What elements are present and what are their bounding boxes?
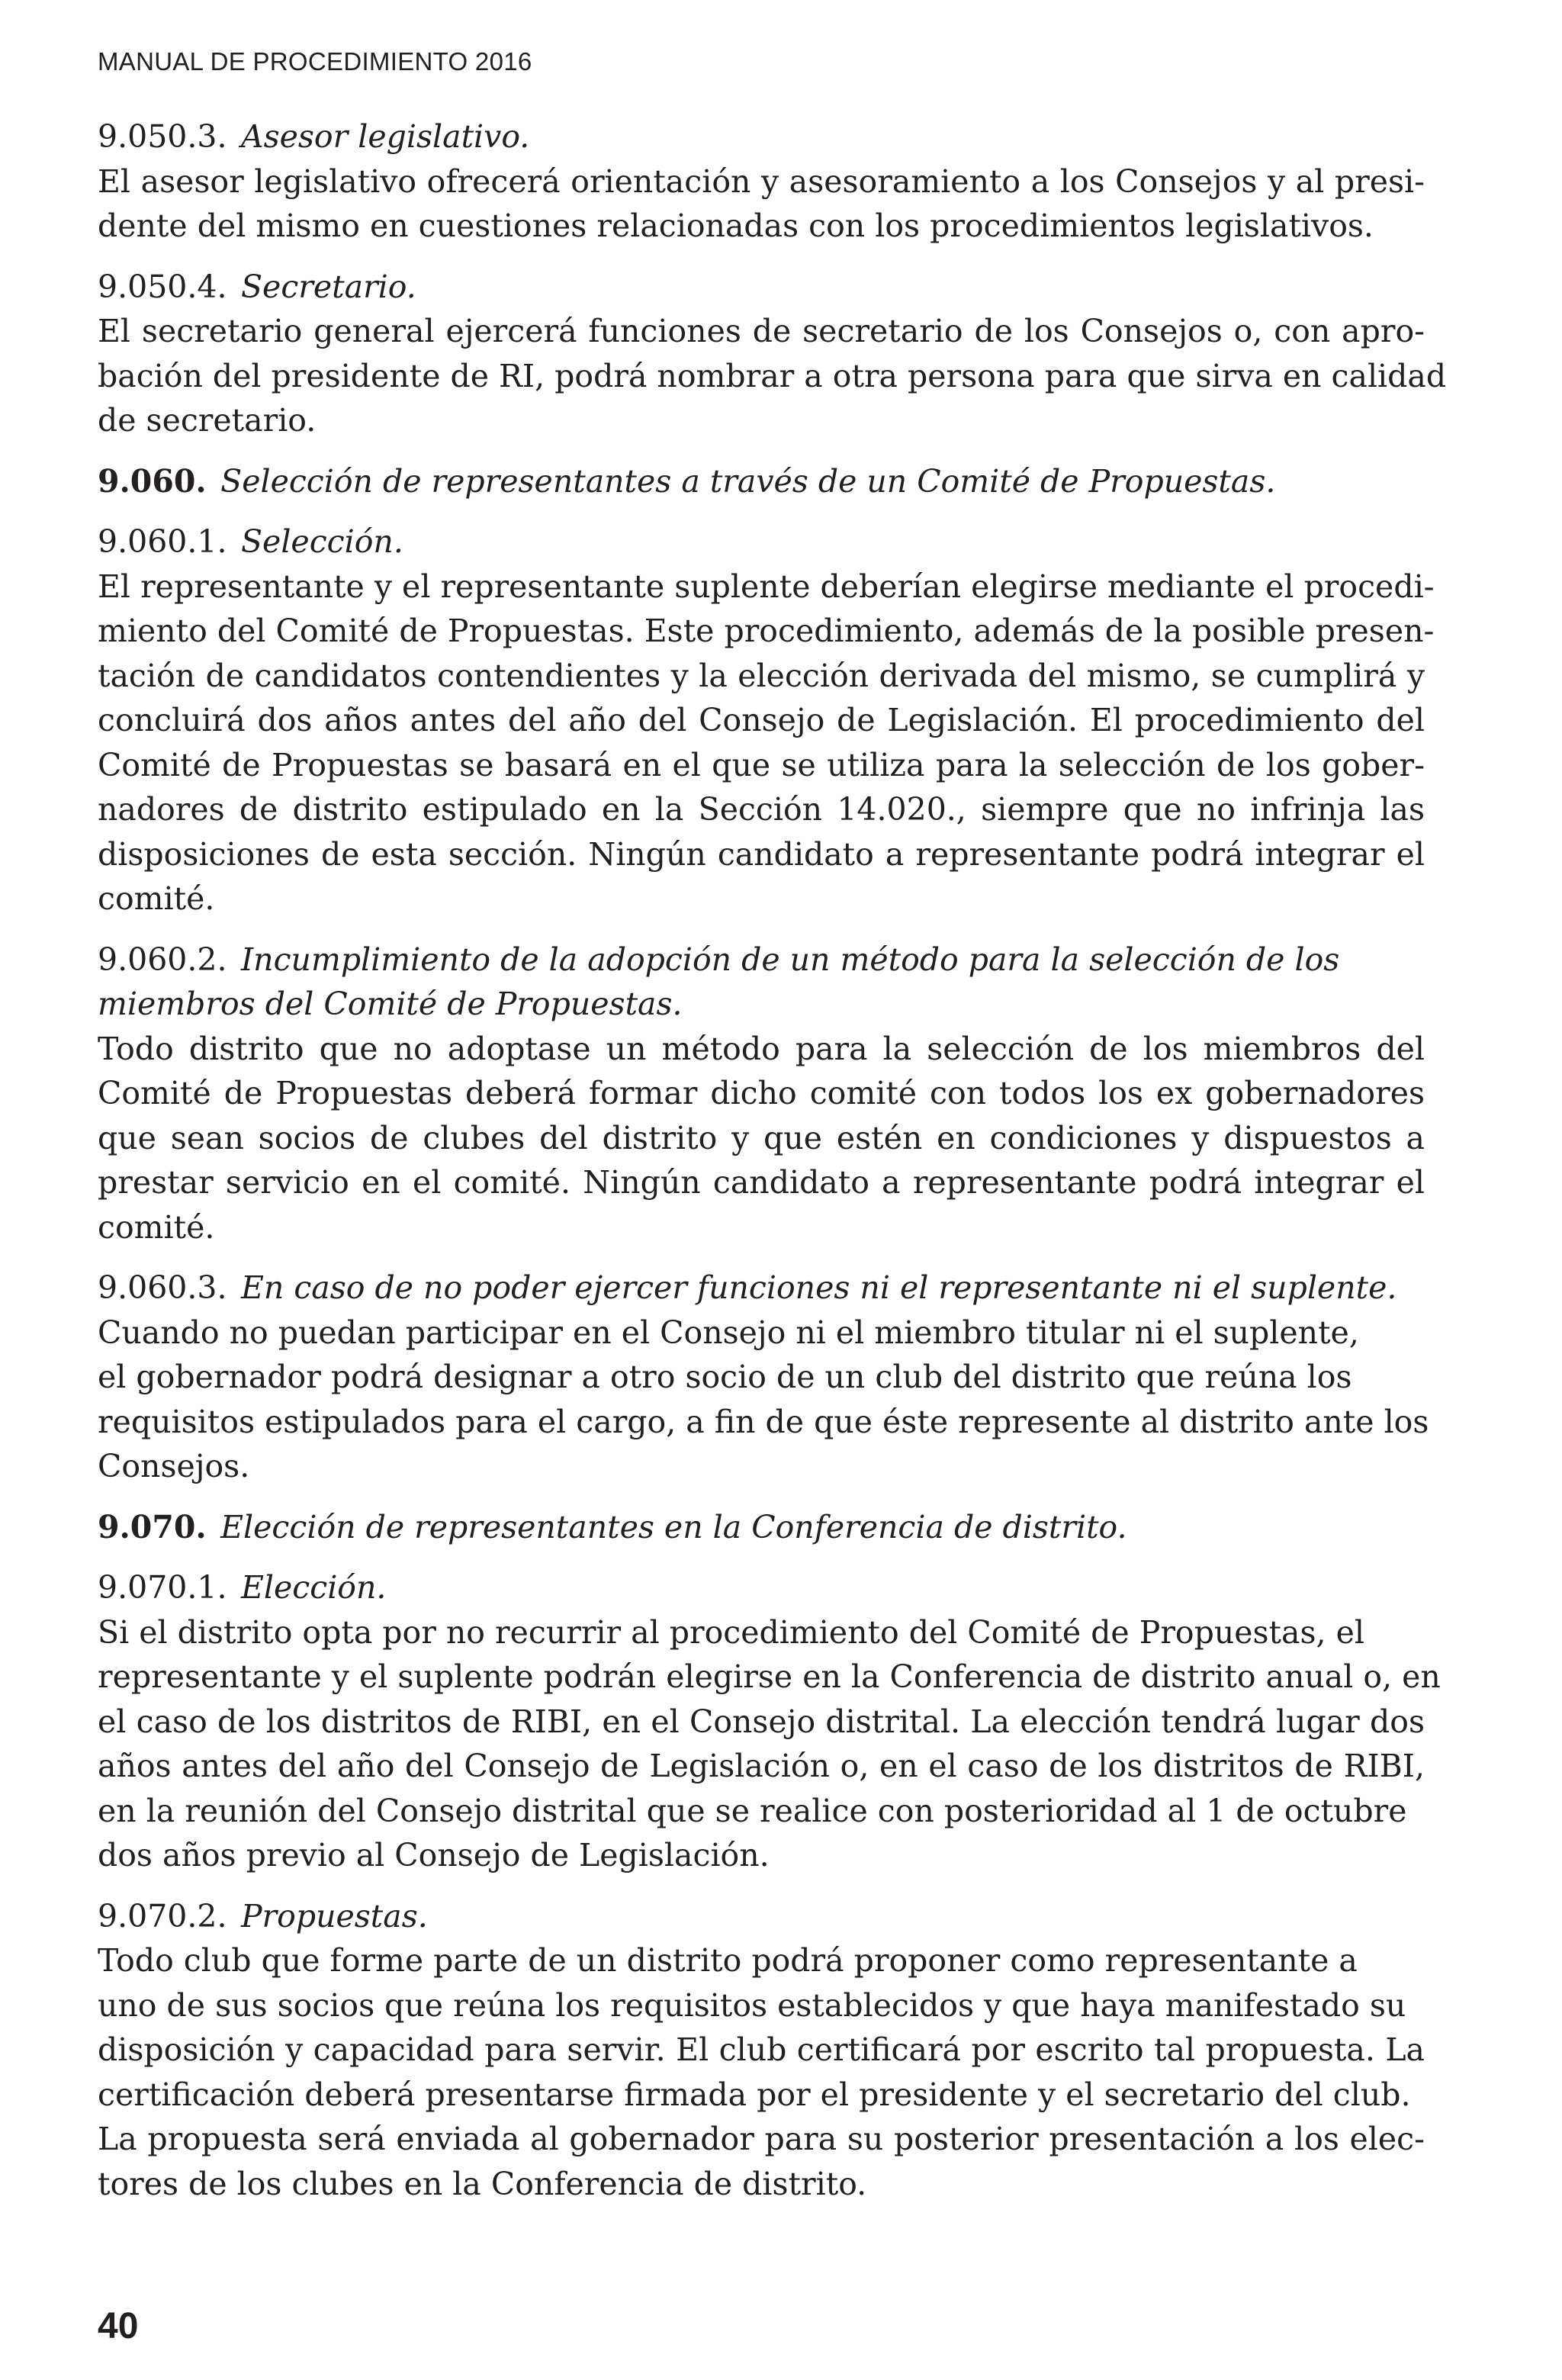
subsection-number: 9.070.2. (98, 1897, 227, 1935)
body-line: en la reunión del Consejo distrital que se realice con posterioridad al 1 de octubre (98, 1792, 1407, 1829)
subsection-9-050-4 (98, 265, 1447, 443)
section-heading (98, 459, 1425, 504)
body-line: requisitos estipulados para el cargo, a fin de que éste represente al distrito ante los (98, 1403, 1429, 1440)
body-line: nadores de distrito estipulado en la Sección 14.020., siempre que no infrinja las (98, 791, 1425, 828)
page-number: 40 (98, 2306, 139, 2346)
body-line: Cuando no puedan participar en el Consejo ni el miembro titular ni el suplente, (98, 1314, 1359, 1351)
body-line: el caso de los distritos de RIBI, en el Consejo distrital. La elección tendrá lugar dos (98, 1703, 1425, 1740)
body-line: bación del presidente de RI, podrá nombrar a otra persona para que sirva en calidad (98, 357, 1447, 394)
body-line: miento del Comité de Propuestas. Este procedimiento, además de la posible presen- (98, 613, 1435, 649)
body-line: uno de sus socios que reúna los requisitos establecidos y que haya manifestado su (98, 1986, 1406, 2024)
subsection-heading (98, 265, 1425, 310)
body-line: dente del mismo en cuestiones relacionadas con los procedimientos legislativos. (98, 207, 1374, 244)
subsection-9-060-1 (98, 519, 1435, 921)
body-line: representante y el suplente podrán elegirse en la Conferencia de distrito anual o, en (98, 1658, 1441, 1695)
body-line: tación de candidatos contendientes y la elección derivada del mismo, se cumplirá y (98, 657, 1425, 694)
body-line: certificación deberá presentarse firmada por el presidente y el secretario del club. (98, 2076, 1411, 2113)
subsection-title: Elección. (240, 1569, 387, 1606)
section-title: Selección de representantes a través de un Comité de Propuestas. (220, 462, 1276, 500)
subsection-number: 9.060.1. (98, 523, 227, 560)
body-line: el gobernador podrá designar a otro socio de un club del distrito que reúna los (98, 1359, 1352, 1395)
running-header: MANUAL DE PROCEDIMIENTO 2016 (98, 47, 532, 76)
document-body (98, 114, 1447, 2222)
subsection-title: Propuestas. (240, 1897, 428, 1935)
section-9-070-heading (98, 1505, 1425, 1550)
body-line: Comité de Propuestas se basará en el que se utiliza para la selección de los gober- (98, 746, 1425, 783)
body-line: disposición y capacidad para servir. El club certificará por escrito tal propuesta. La (98, 2031, 1425, 2068)
section-heading (98, 1505, 1425, 1550)
body-line: tores de los clubes en la Conferencia de distrito. (98, 2165, 867, 2202)
subsection-9-060-2 (98, 938, 1425, 1250)
body-line: El secretario general ejercerá funciones de secretario de los Consejos o, con apro- (98, 313, 1425, 349)
subsection-number: 9.050.4. (98, 268, 227, 305)
body-line: El asesor legislativo ofrecerá orientación y asesoramiento a los Consejos y al presi- (98, 162, 1425, 200)
body-line: de secretario. (98, 402, 317, 439)
subsection-heading (98, 938, 1425, 983)
body-line: Comité de Propuestas deberá formar dicho comité con todos los ex gobernadores (98, 1075, 1425, 1111)
subsection-title: Incumplimiento de la adopción de un método para la selección de los (240, 941, 1340, 978)
subsection-title: En caso de no poder ejercer funciones ni el representante ni el suplente. (240, 1269, 1397, 1306)
body-line: disposiciones de esta sección. Ningún candidato a representante podrá integrar el (98, 835, 1425, 873)
section-number: 9.070. (98, 1508, 207, 1545)
subsection-heading (98, 1894, 1425, 1939)
subsection-heading (98, 114, 1425, 159)
subsection-title: Secretario. (240, 268, 416, 305)
subsection-9-070-2 (98, 1894, 1425, 2207)
body-line: La propuesta será enviada al gobernador para su posterior presentación a los elec- (98, 2121, 1425, 2157)
body-line: Si el distrito opta por no recurrir al procedimiento del Comité de Propuestas, el (98, 1613, 1364, 1651)
body-line: Todo club que forme parte de un distrito podrá proponer como representante a (98, 1942, 1358, 1979)
body-line: Consejos. (98, 1448, 250, 1484)
body-line: Todo distrito que no adoptase un método para la selección de los miembros del (98, 1030, 1425, 1067)
subsection-9-050-3 (98, 114, 1425, 249)
subsection-number: 9.060.3. (98, 1269, 227, 1306)
subsection-9-060-3 (98, 1266, 1429, 1489)
subsection-heading (98, 519, 1425, 564)
body-line: prestar servicio en el comité. Ningún candidato a representante podrá integrar el (98, 1164, 1425, 1201)
subsection-9-070-1 (98, 1565, 1441, 1878)
subsection-heading (98, 1565, 1425, 1610)
body-line: que sean socios de clubes del distrito y que estén en condiciones y dispuestos a (98, 1119, 1425, 1156)
body-line: comité. (98, 880, 215, 917)
section-9-060-heading (98, 459, 1425, 504)
subsection-heading (98, 1266, 1425, 1311)
body-line: dos años previo al Consejo de Legislación. (98, 1837, 770, 1873)
body-line: concluirá dos años antes del año del Consejo de Legislación. El procedimiento del (98, 702, 1425, 738)
body-line: El representante y el representante suplente deberían elegirse mediante el procedi- (98, 568, 1435, 605)
subsection-number: 9.070.1. (98, 1569, 227, 1606)
subsection-title-continued: miembros del Comité de Propuestas. (98, 986, 683, 1022)
body-line: años antes del año del Consejo de Legislación o, en el caso de los distritos de RIBI, (98, 1748, 1425, 1784)
subsection-number: 9.060.2. (98, 941, 227, 978)
section-number: 9.060. (98, 462, 207, 500)
subsection-title: Asesor legislativo. (240, 118, 530, 155)
subsection-number: 9.050.3. (98, 118, 227, 155)
section-title: Elección de representantes en la Conferencia de distrito. (220, 1508, 1127, 1545)
subsection-title: Selección. (240, 523, 403, 560)
body-line: comité. (98, 1208, 215, 1246)
